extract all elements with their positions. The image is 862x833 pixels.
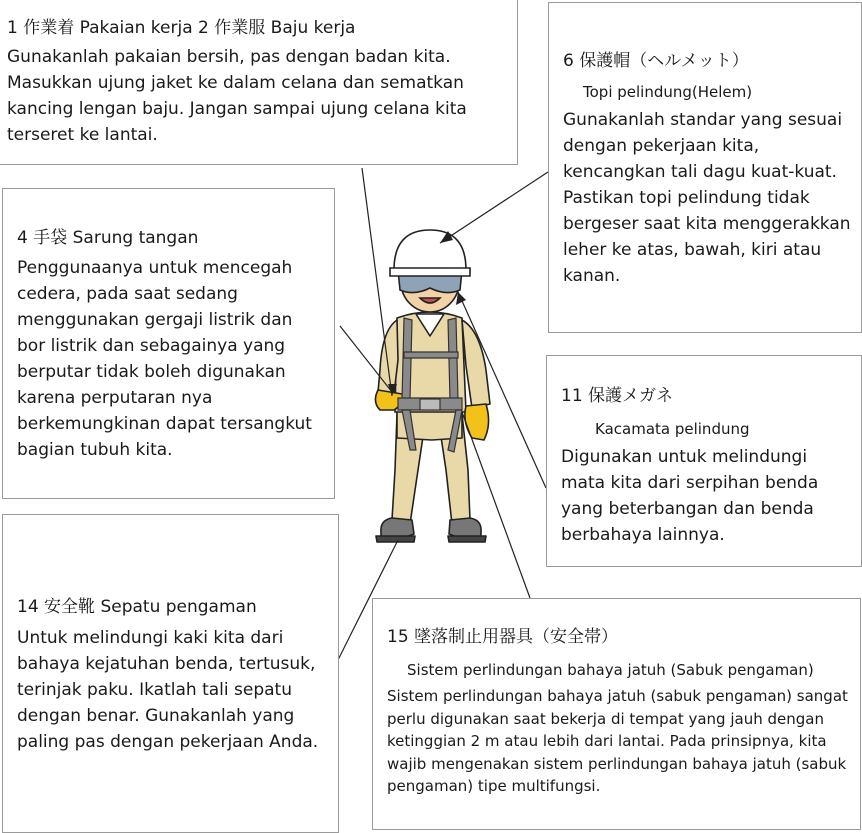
shoes-text: Untuk melindungi kaki kita dari bahaya kejatuhan benda, tertusuk, terinjak paku. Ikatlah tali sepatu dengan benar. Gunakanlah yang paling pas dengan pekerjaan Anda. (17, 628, 319, 752)
helmet-subtitle: Topi pelindung(Helem) (583, 83, 753, 101)
helmet-box (548, 2, 862, 333)
goggles-title: 11 保護メガネ (561, 386, 674, 406)
helmet-title: 6 保護帽（ヘルメット） (563, 51, 749, 71)
goggles-subtitle: Kacamata pelindung (595, 420, 750, 438)
gloves-text: Penggunaanya untuk mencegah cedera, pada saat sedang menggunakan gergaji listrik dan bor listrik dan sebagainya yang berputar tidak boleh digunakan karena perputaran nya berkemungkinan dapat tersangkut bagian tubuh kita. (17, 258, 312, 460)
shoes-box (2, 514, 339, 833)
clothes-title: 1 作業着 Pakaian kerja 2 作業服 Baju kerja (7, 18, 356, 38)
harness-text: Sistem perlindungan bahaya jatuh (sabuk pengaman) sangat perlu digunakan saat bekerja di tempat yang jauh dengan ketinggian 2 m atau lebih dari lantai. Pada prinsipnya, kita wajib mengenakan sistem perlindungan bahaya jatuh (sabuk pengaman) tipe multifungsi. (387, 687, 848, 795)
gloves-box (2, 188, 335, 499)
clothes-text: Gunakanlah pakaian bersih, pas dengan badan kita. Masukkan ujung jaket ke dalam celana dan sematkan kancing lengan baju. Jangan sampai ujung celana kita terseret ke lantai. (7, 47, 467, 145)
harness-title: 15 墜落制止用器具（安全帯） (387, 627, 619, 647)
worker-illustration (375, 312, 490, 542)
gloves-title: 4 手袋 Sarung tangan (17, 228, 199, 248)
harness-subtitle: Sistem perlindungan bahaya jatuh (Sabuk pengaman) (407, 661, 814, 679)
goggles-text: Digunakan untuk melindungi mata kita dari serpihan benda yang beterbangan dan benda berbahaya lainnya. (561, 447, 819, 545)
goggles-box (546, 355, 862, 567)
shoes-title: 14 安全靴 Sepatu pengaman (17, 597, 257, 617)
helmet-text: Gunakanlah standar yang sesuai dengan pekerjaan kita, kencangkan tali dagu kuat-kuat. Pastikan topi pelindung tidak bergeser saat kita menggerakkan leher ke atas, bawah, kiri atau kanan. (563, 110, 851, 286)
harness-box (372, 598, 861, 830)
clothes-box (0, 0, 518, 165)
